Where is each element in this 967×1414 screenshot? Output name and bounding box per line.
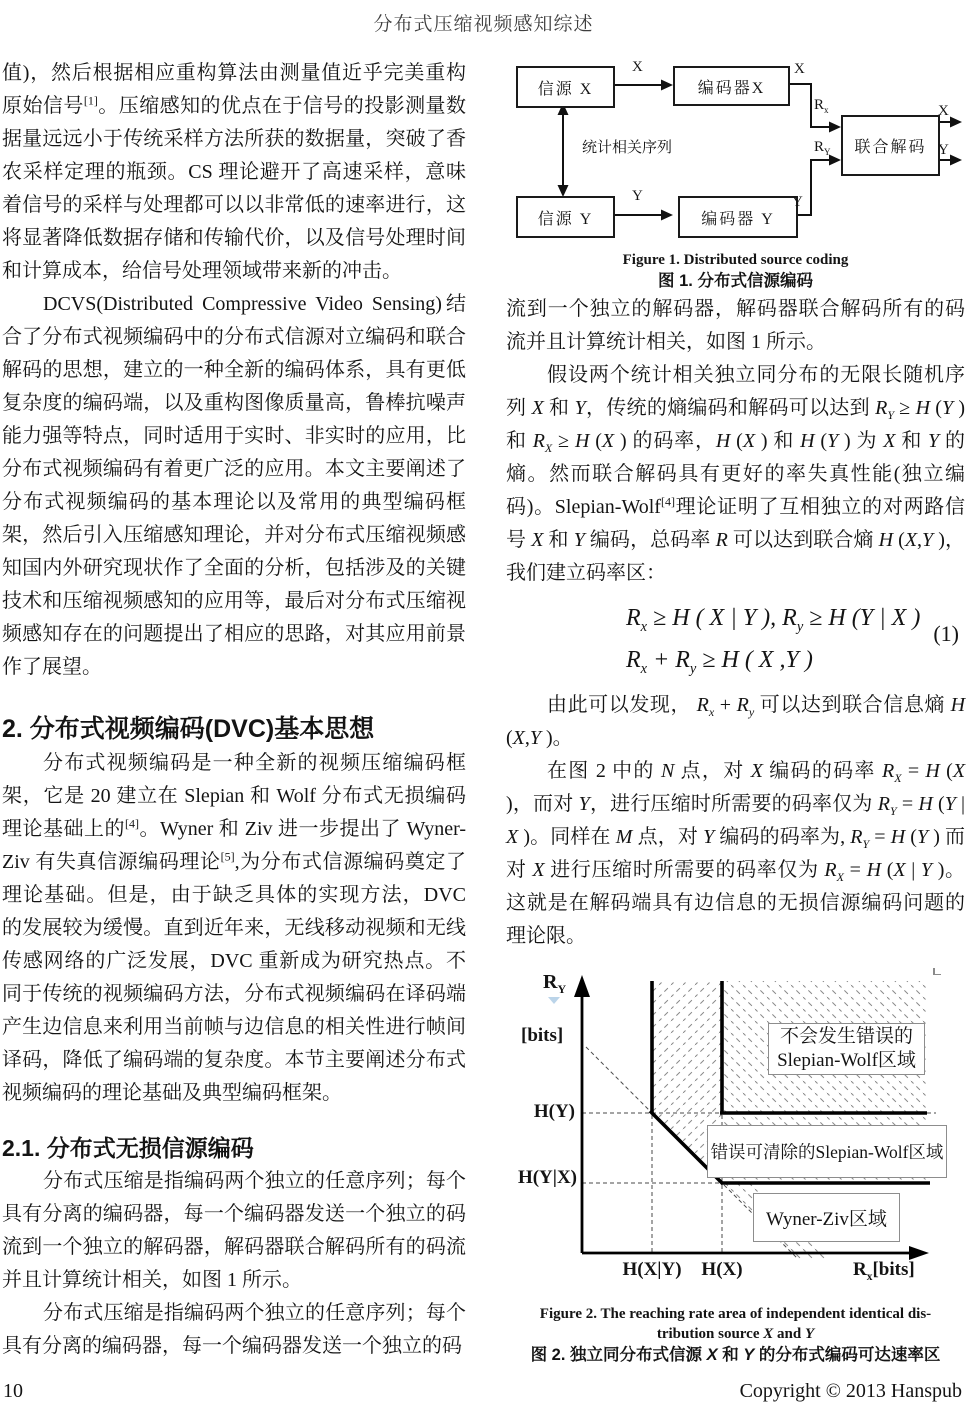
fig2-region-no-error xyxy=(768,1023,925,1075)
fig1-encoder-x-box xyxy=(673,66,790,106)
paragraph-distributed-compression-repeat: 分布式压缩是指编码两个独立的任意序列；每个具有分离的编码器，每一个编码器发送一个独立的码 xyxy=(2,1302,466,1357)
figure-2-caption-en1: Figure 2. The reaching rate area of independent identical dis- xyxy=(539,1306,932,1322)
paragraph-joint-entropy: 由此可以发现， $R_x + R_y$ 可以达到联合信息熵 H (X,Y )。 xyxy=(506,694,966,749)
fig2-y-axis-units: [bits] xyxy=(521,1025,564,1046)
footer-page-number: 10 xyxy=(3,1380,23,1402)
fig1-rate-x-label: $R_x$ xyxy=(814,97,829,115)
fig2-tick-hy: H(Y) xyxy=(533,1101,575,1122)
paragraph-entropy-rates: 假设两个统计相关独立同分布的无限长随机序列 X 和 Y，传统的熵编码和解码可以达到 $R_Y \ge H$ (Y ) 和 $R_X \ge H$ (X ) 的码率，H (X ) 和 H (Y ) 为 X 和 Y 的熵。然而联合解码具有更好的率失真性能(独立编码)。Slepian-Wolf[4]理论证明了互相独立的对两路信号 X 和 Y 编码，总码率 R 可以达到联合熵 H (X,Y )，我们建立码率区： xyxy=(506,364,966,584)
fig1-joint-decoder-label: 联合解码 xyxy=(854,139,927,156)
figure-2-caption-zh: 图 2. 独立同分布式信源 X 和 Y 的分布式编码可达速率区 xyxy=(530,1346,941,1364)
section-heading-2-1: 2.1. 分布式无损信源编码 xyxy=(2,1135,254,1161)
paragraph-dvc-history: 分布式视频编码是一种全新的视频压缩编码框架，它是 20 建立在 Slepian 和 Wolf 分布式无损编码理论基础上的[4]。Wyner 和 Ziv 进一步提出了 Wyner-Ziv 有失真信源编码理论[5],为分布式信源编码奠定了理论基础。但是，由于缺乏具体的实现方法，DVC 的发展较为缓慢。直到近年来，无线移动视频和无线传感网络的广泛发展，DVC 重新成为研究热点。不同于传统的视频编码方法，分布式视频编码在译码端产生边信息来利用当前帧与边信息的相关性进行帧间译码，降低了编码端的复杂度。本节主要阐述分布式视频编码的理论基础及典型编码框架。 xyxy=(2,752,466,1104)
fig1-encoder-y-box xyxy=(678,196,798,238)
right-column xyxy=(506,57,965,1367)
fig1-rate-y-label: $R_Y$ xyxy=(814,139,831,157)
paragraph-dcvs: DCVS(Distributed Compressive Video Sensing)结合了分布式视频编码中的分布式信源对立编码和联合解码的思想，建立的一种全新的编码体系，具有更低复杂度的编码端，以及重构图像质量高，鲁棒抗噪声能力强等特点，同时适用于实时、非实时的应用，比分布式视频编码有着更广泛的应用。本文主要阐述了分布式视频编码的基本理论以及常用的典型编码框架，然后引入压缩感知理论，并对分布式压缩视频感知国内外研究现状作了全面的分析，包括涉及的关键技术和压缩视频感知的应用等，最后对分布式压缩视频感知存在的问题提出了相应的思路，对其应用前景作了展望。 xyxy=(2,293,466,678)
figure-2-caption xyxy=(506,1304,965,1367)
figure-1-caption-zh: 图 1. 分布式信源编码 xyxy=(658,272,813,290)
footer-copyright: Copyright © 2013 Hanspub xyxy=(739,1380,962,1402)
fig1-encoder-y-label: 编码器 Y xyxy=(701,210,775,228)
fig2-region-no-error-line2: Slepian-Wolf区域 xyxy=(777,1050,916,1071)
fig1-x-out-label: X xyxy=(938,103,949,119)
fig2-x-axis-label: $R_x[bits]$ xyxy=(853,1259,915,1283)
equation-1-line-2: $R_x + R_y \ge H$ ( X ,Y ) xyxy=(626,647,813,677)
fig2-tick-hxy: H(X|Y) xyxy=(622,1259,682,1280)
fig1-y-stream-label: Y xyxy=(792,194,803,210)
paragraph-stream-decoder: 流到一个独立的解码器，解码器联合解码所有的码流并且计算统计相关，如图 1 所示。 xyxy=(506,298,965,353)
paragraph-distributed-compression: 分布式压缩是指编码两个独立的任意序列；每个具有分离的编码器，每一个编码器发送一个独立的码流到一个独立的解码器，解码器联合解码所有的码流并且计算统计相关，如图 1 所示。 xyxy=(2,1170,466,1291)
figure-2 xyxy=(515,961,967,1295)
paragraph-continuation: 值)，然后根据相应重构算法由测量值近乎完美重构原始信号[1]。压缩感知的优点在于信号的投影测量数据量远远小于传统采样方法所获的数据量，突破了香农采样定理的瓶颈。CS 理论避开了高速采样，意味着信号的采样与处理都可以以非常低的速率进行，这将显著降低数据存储和传输代价，以及信号处理时间和计算成本，给信号处理领域带来新的冲击。 xyxy=(2,62,467,282)
page-header-title: 分布式压缩视频感知综述 xyxy=(373,14,594,35)
fig2-corner-artifact xyxy=(933,968,941,975)
equation-1 xyxy=(506,597,965,683)
fig2-region-correctable-label: 错误可清除的Slepian-Wolf区域 xyxy=(710,1142,944,1162)
fig1-encoder-x-label: 编码器X xyxy=(697,79,766,97)
fig2-region-no-error-line1: 不会发生错误的 xyxy=(779,1026,913,1047)
fig2-region-wyner-ziv xyxy=(753,1193,900,1242)
fig2-tick-hx: H(X) xyxy=(701,1259,743,1280)
fig1-source-x-box xyxy=(516,66,615,108)
section-heading-2: 2. 分布式视频编码(DVC)基本思想 xyxy=(2,715,375,743)
figure-1-caption-en: Figure 1. Distributed source coding xyxy=(622,252,849,268)
fig2-tick-hyx: H(Y|X) xyxy=(517,1167,577,1188)
fig2-y-axis-label: $R_Y$ xyxy=(543,971,567,996)
paragraph-points-n-m: 在图 2 中的 N 点，对 X 编码的码率 $R_X = H$ (X )，而对 Y，进行压缩时所需要的码率仅为 $R_Y = H$ (Y | X )。同样在 M 点，对 Y 编码的码率为, $R_Y = H$ (Y ) 而对 X 进行压缩时所需要的码率仅为 $R_X = H$ (X | Y )。这就是在解码端具有边信息的无损信源编码问题的理论限。 xyxy=(506,760,966,947)
fig1-joint-decoder-box xyxy=(841,115,940,176)
fig1-x-stream-label: X xyxy=(794,61,805,77)
fig1-source-x-label: 信源 X xyxy=(537,80,594,98)
fig1-y-out-label: Y xyxy=(938,142,949,158)
fig1-source-y-label: 信源 Y xyxy=(537,210,594,228)
figure-2-caption-en2: tribution source X and Y xyxy=(656,1326,815,1342)
left-column xyxy=(2,57,466,1363)
figure-1 xyxy=(506,57,965,257)
equation-1-line-1: $R_x \ge H$ ( X | Y ), $R_y \ge H$ (Y | X ) xyxy=(626,605,921,635)
fig1-x-in-label: X xyxy=(632,59,643,75)
fig2-region-correctable xyxy=(707,1125,947,1178)
fig2-blue-artifact xyxy=(548,997,560,1004)
equation-1-lines xyxy=(626,597,920,681)
fig1-source-y-box xyxy=(516,196,615,238)
fig1-corr-sequence-label: 统计相关序列 xyxy=(582,140,673,156)
fig2-region-wyner-ziv-label: Wyner-Ziv区域 xyxy=(766,1209,887,1230)
equation-1-number: (1) xyxy=(933,621,959,646)
fig1-y-in-label: Y xyxy=(632,188,643,204)
